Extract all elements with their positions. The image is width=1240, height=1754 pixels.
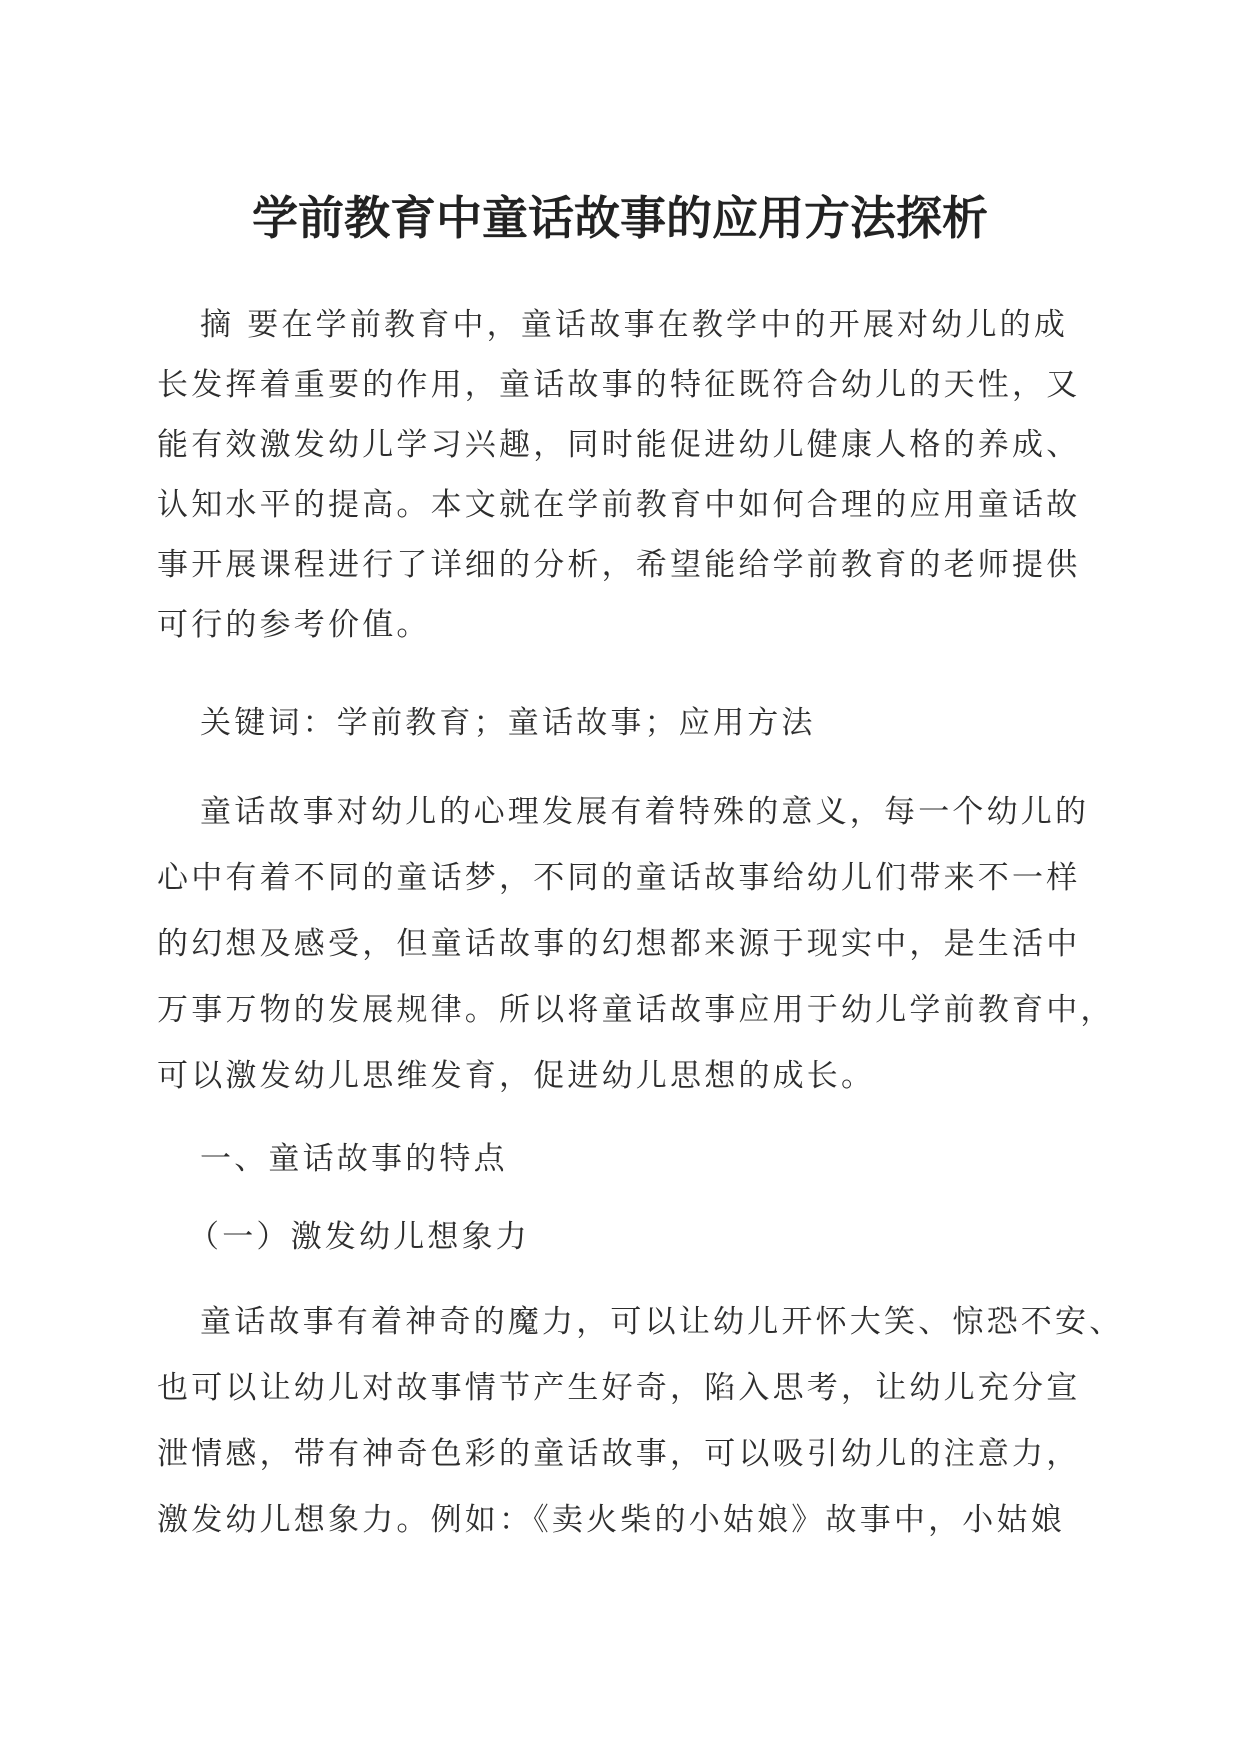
body-line: 激发幼儿想象力。例如：《卖火柴的小姑娘》故事中，小姑娘 — [157, 1502, 1065, 1538]
section-heading: 一、童话故事的特点 — [200, 1141, 508, 1177]
abstract-line: 摘 要在学前教育中，童话故事在教学中的开展对幼儿的成 — [200, 307, 1069, 343]
abstract-line: 能有效激发幼儿学习兴趣，同时能促进幼儿健康人格的养成、 — [157, 427, 1081, 463]
intro-line: 可以激发幼儿思维发育，促进幼儿思想的成长。 — [157, 1058, 876, 1094]
body-line: 童话故事有着神奇的魔力，可以让幼儿开怀大笑、惊恐不安、 — [200, 1304, 1124, 1340]
document-title: 学前教育中童话故事的应用方法探析 — [252, 191, 988, 245]
intro-line: 的幻想及感受，但童话故事的幻想都来源于现实中，是生活中 — [157, 926, 1081, 962]
abstract-line: 认知水平的提高。本文就在学前教育中如何合理的应用童话故 — [157, 487, 1081, 523]
subsection-heading: （一）激发幼儿想象力 — [188, 1219, 530, 1255]
intro-line: 心中有着不同的童话梦，不同的童话故事给幼儿们带来不一样 — [157, 860, 1081, 896]
intro-line: 万事万物的发展规律。所以将童话故事应用于幼儿学前教育中， — [157, 992, 1115, 1028]
intro-line: 童话故事对幼儿的心理发展有着特殊的意义，每一个幼儿的 — [200, 794, 1090, 830]
abstract-line: 长发挥着重要的作用，童话故事的特征既符合幼儿的天性，又 — [157, 367, 1081, 403]
keywords-line: 关键词：学前教育；童话故事；应用方法 — [200, 705, 816, 741]
abstract-line: 事开展课程进行了详细的分析，希望能给学前教育的老师提供 — [157, 547, 1081, 583]
abstract-line: 可行的参考价值。 — [157, 607, 431, 643]
body-line: 也可以让幼儿对故事情节产生好奇，陷入思考，让幼儿充分宣 — [157, 1370, 1081, 1406]
body-line: 泄情感，带有神奇色彩的童话故事，可以吸引幼儿的注意力， — [157, 1436, 1081, 1472]
